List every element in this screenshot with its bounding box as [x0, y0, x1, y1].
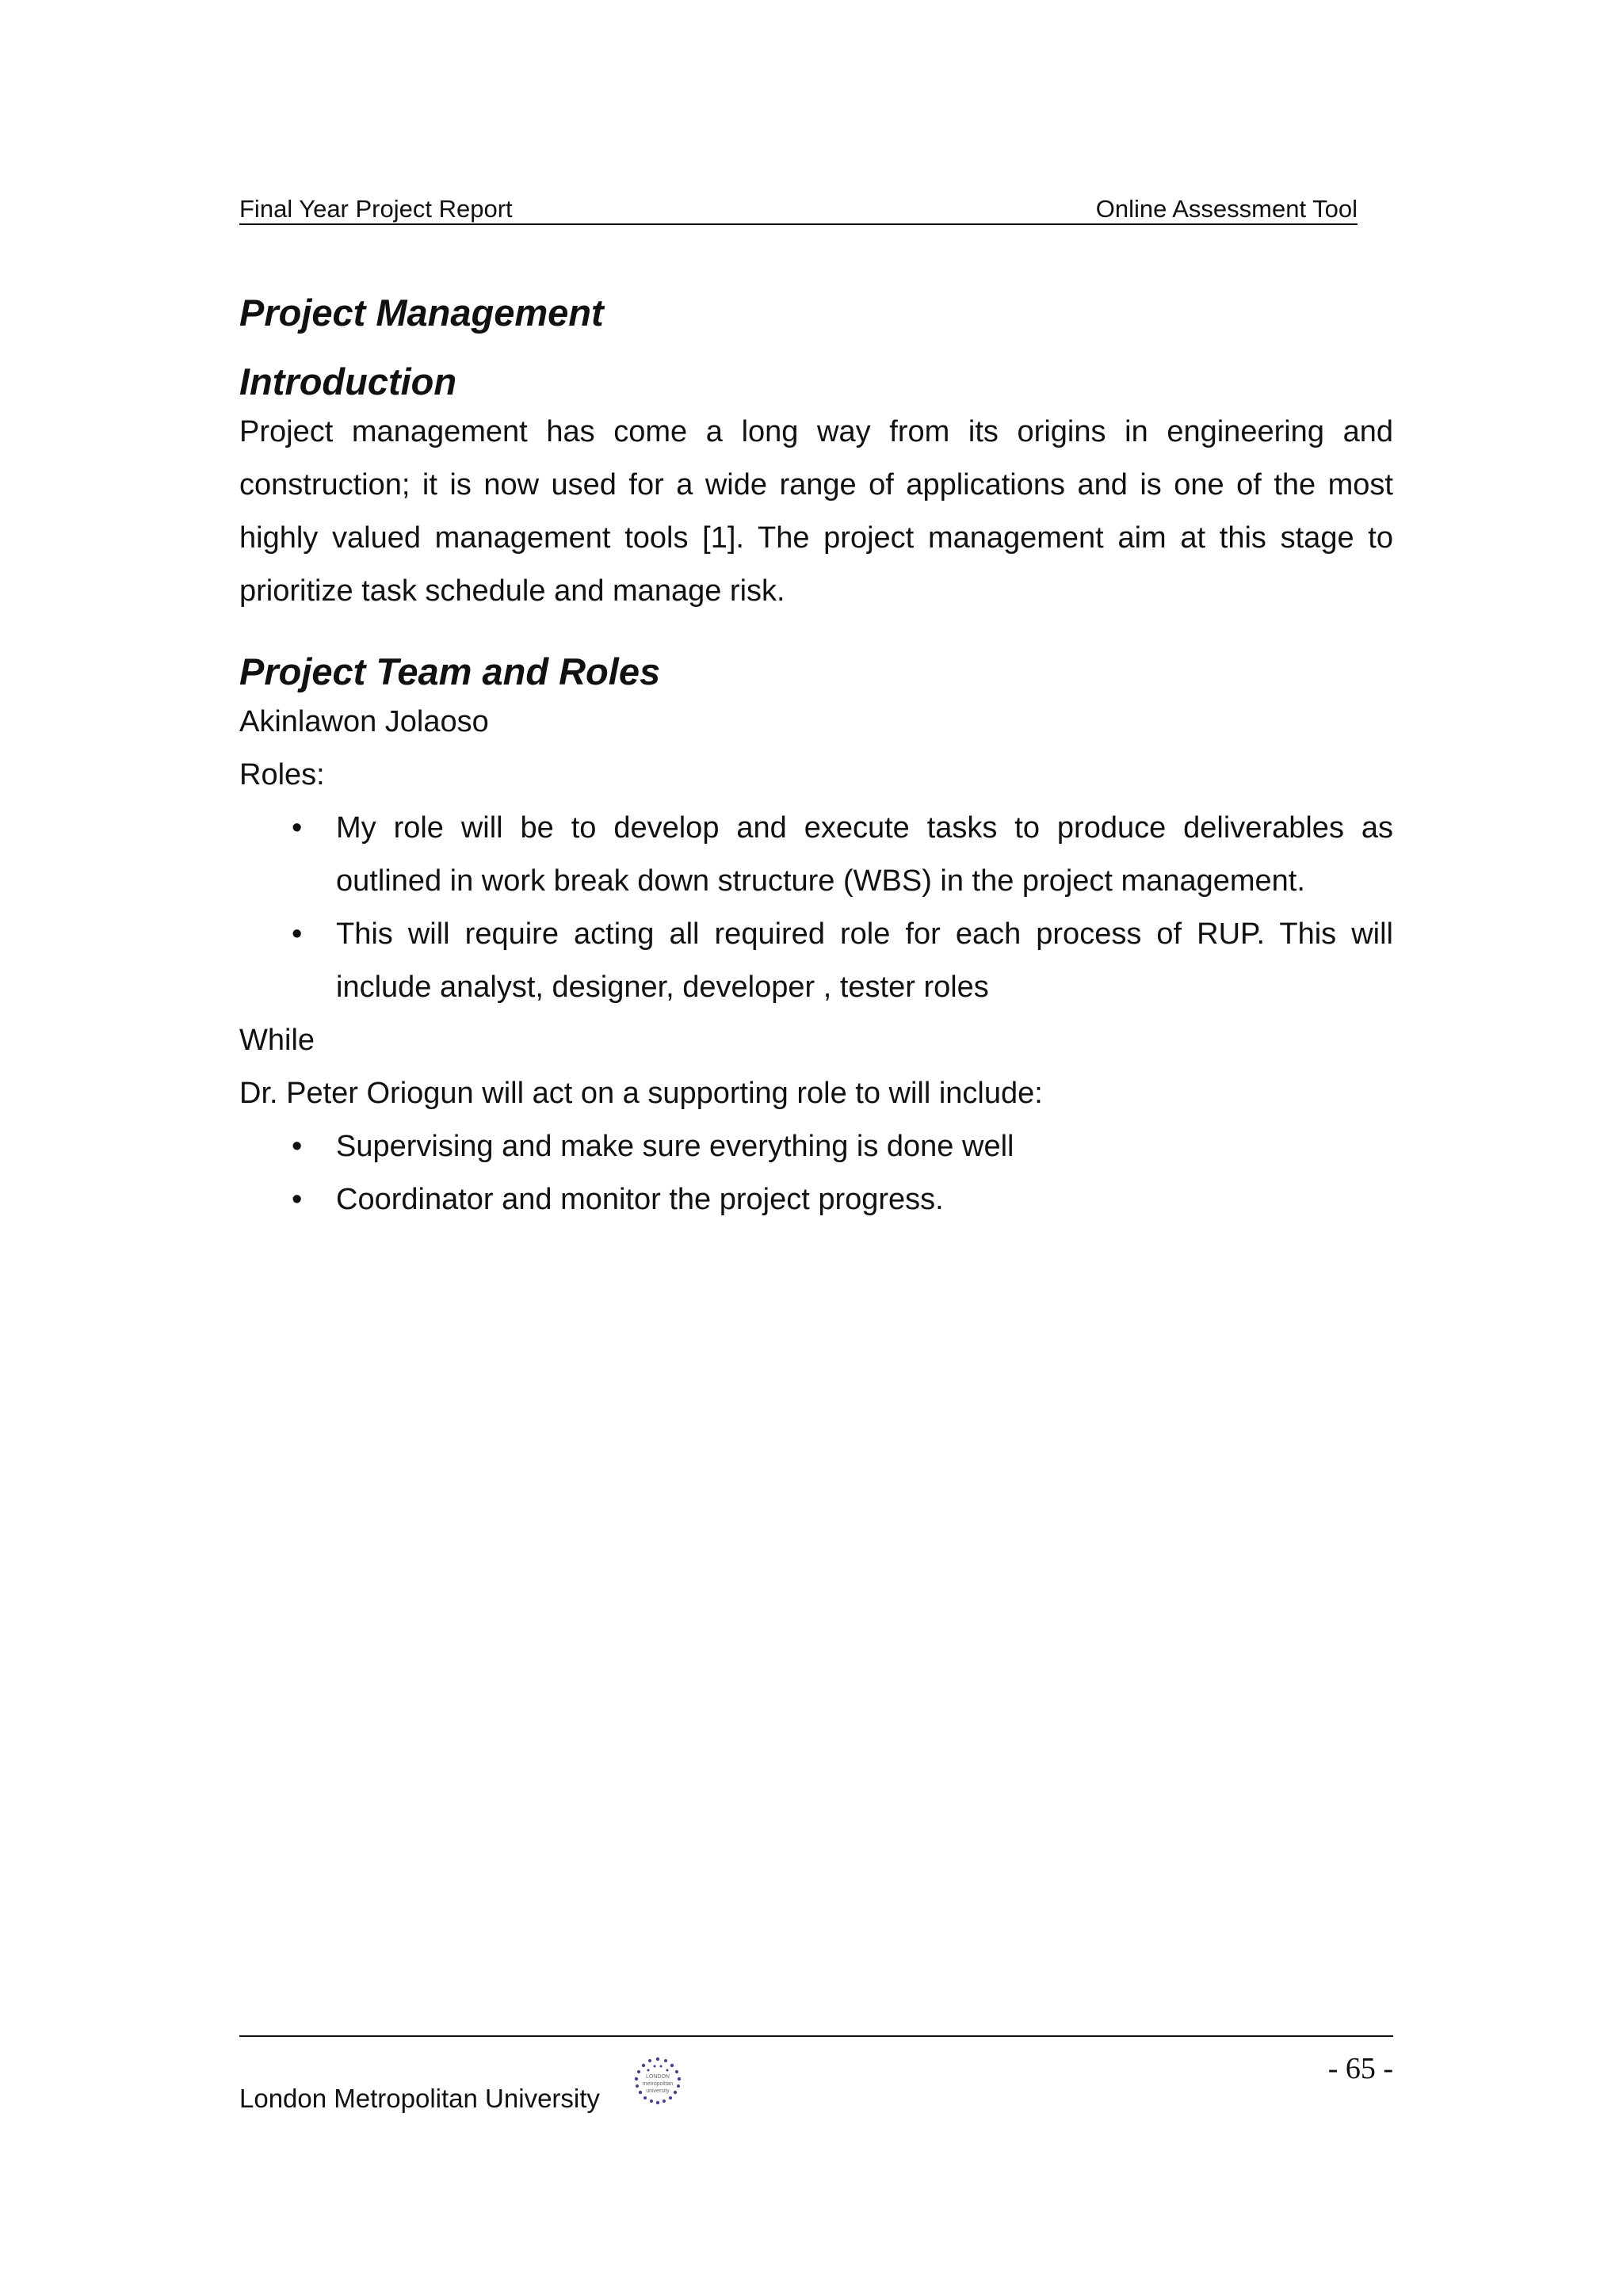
- logo-text-line: metropolitan: [642, 2081, 674, 2087]
- list-item-text: This will require acting all required role for each process of RUP. This will include analyst, designer, developer , tester roles: [336, 917, 1393, 1004]
- member-roles-list: [239, 802, 1393, 1014]
- page-content: [239, 285, 1393, 1226]
- bullet-icon: •: [292, 811, 303, 845]
- while-label: While: [239, 1024, 315, 1057]
- list-item-text: Coordinator and monitor the project progress.: [336, 1183, 944, 1216]
- introduction-paragraph: Project management has come a long way from its origins in engineering and construction; it is now used for a wide range of applications and is one of the most highly valued management tools [1]. The project management aim at this stage to prioritize task schedule and manage risk.: [239, 415, 1393, 608]
- list-item: [239, 1120, 1393, 1173]
- bullet-icon: •: [292, 1130, 303, 1163]
- logo-text-line: LONDON: [646, 2074, 670, 2080]
- list-item: [239, 1173, 1393, 1226]
- list-item-text: Supervising and make sure everything is done well: [336, 1130, 1014, 1163]
- header-project-title: Online Assessment Tool: [1095, 195, 1358, 223]
- header-report-title: Final Year Project Report: [239, 195, 513, 223]
- introduction-heading: Introduction: [239, 360, 457, 402]
- page-header: [239, 192, 1358, 225]
- university-logo-icon: [618, 2054, 697, 2107]
- bullet-icon: •: [292, 1183, 303, 1216]
- supervisor-roles-list: [239, 1120, 1393, 1226]
- list-item-text: My role will be to develop and execute tasks to produce deliverables as outlined in work break down structure (WBS) in the project management.: [336, 811, 1393, 898]
- bullet-icon: •: [292, 917, 303, 951]
- supervisor-line: Dr. Peter Oriogun will act on a supporting role to will include:: [239, 1077, 1043, 1110]
- team-member-name: Akinlawon Jolaoso: [239, 705, 489, 738]
- page-number: - 65 -: [1327, 2052, 1393, 2085]
- footer-divider: [239, 2035, 1393, 2037]
- team-roles-heading: Project Team and Roles: [239, 650, 661, 692]
- section-title: Project Management: [239, 292, 604, 334]
- logo-text-line: university: [646, 2088, 670, 2094]
- roles-label: Roles:: [239, 758, 325, 791]
- list-item: [239, 802, 1393, 908]
- footer-university-name: London Metropolitan University: [239, 2084, 600, 2113]
- list-item: [239, 908, 1393, 1014]
